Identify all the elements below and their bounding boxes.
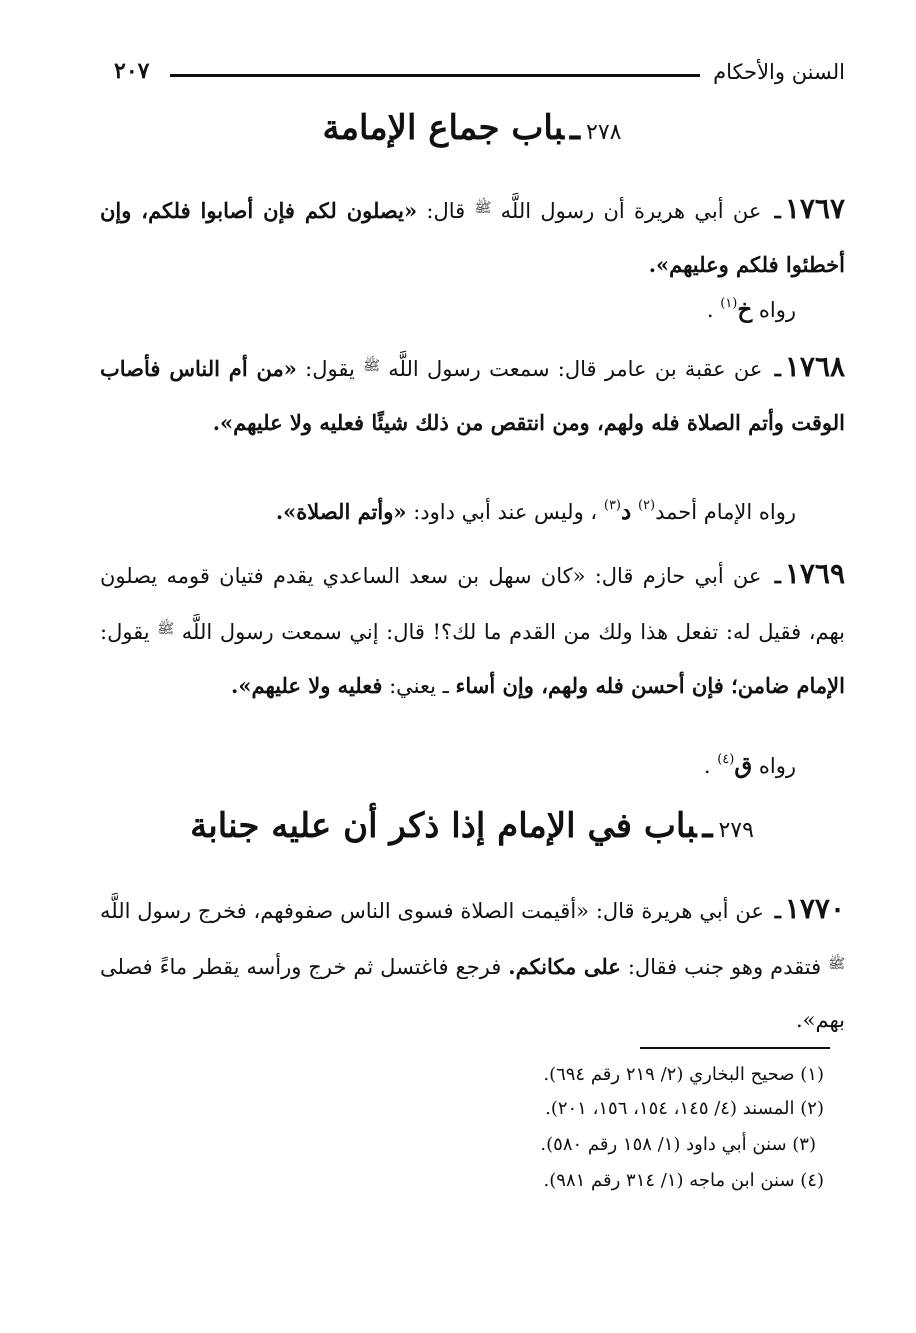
hadith-number: ١٧٦٩ [784,557,845,590]
hadith-entry [100,340,845,450]
hadith-intro: عن أبي هريرة قال: «أقيمت الصلاة فسوى الناس صفوفهم، فخرج رسول اللَّه [100,899,764,923]
hadith-quote-verb: قال: [426,199,466,223]
salutation-glyph: ﷺ [474,200,492,216]
narration-prefix: رواه الإمام أحمد [655,500,796,524]
salutation-glyph: ﷺ [828,956,845,972]
chapter-title-text: باب في الإمام إذا ذكر أن عليه جنابة [190,806,697,846]
hadith-quote-verb: فتقدم وهو جنب فقال: [627,955,822,979]
salutation-glyph: ﷺ [363,358,381,374]
narration-source: د [621,498,632,525]
narration-source: ق [734,752,753,779]
hadith-rest: فرجع فاغتسل ثم خرج ورأسه يقطر ماءً فصلى بهم». [100,955,845,1032]
footnote-ref: (٤) [717,752,735,767]
header-rule [170,74,700,77]
footnote-ref: (٣) [603,498,621,513]
footnote: (٢) المسند (٤/ ١٤٥، ١٥٤، ١٥٦، ٢٠١). [545,1098,824,1119]
footnote-ref: (٢) [637,498,656,513]
hadith-entry [100,547,845,713]
hadith-dash: ـ [774,356,781,381]
hadith-intro: عن أبي هريرة أن رسول اللَّه [500,199,762,223]
narration-suffix: . [703,754,711,778]
narration-line [276,498,796,525]
hadith-entry [100,882,845,1047]
footnote-separator [640,1047,830,1049]
hadith-clarification: ـ يعني: [389,674,449,698]
narration-prefix: رواه [758,298,796,322]
chapter-heading [100,806,844,846]
hadith-text: «من أم الناس فأصاب الوقت وأتم الصلاة فله ولهم، ومن انتقص من ذلك شيئًا فعليه ولا عليهم». [100,356,845,435]
footnote: (٣) سنن أبي داود (١/ ١٥٨ رقم ٥٨٠). [540,1134,816,1155]
narration-source: خ [737,296,753,323]
narration-note: ، وليس عند أبي داود: [413,500,598,524]
hadith-text-continued: فعليه ولا عليهم». [231,673,383,698]
hadith-text: الإمام ضامن؛ فإن أحسن فله ولهم، وإن أساء [455,673,845,698]
page-header [100,56,845,96]
hadith-quote-verb: يقول: [100,620,150,644]
hadith-intro: عن أبي حازم قال: «كان سهل بن سعد الساعدي يقدم فتيان قومه يصلون بهم، فقيل له: تفعل هذا ولك من القدم ما لك؟! قال: إني سمعت رسول اللَّه [100,564,845,644]
salutation-glyph: ﷺ [157,621,175,637]
chapter-dash: ـ [702,806,713,846]
hadith-number: ١٧٦٨ [784,350,846,383]
narration-line [704,752,796,779]
hadith-quote-verb: يقول: [305,357,355,381]
footnote-ref: (١) [720,296,738,311]
narration-line [707,296,796,323]
chapter-heading [100,108,844,148]
chapter-title-text: باب جماع الإمامة [322,108,565,148]
narration-suffix: . [706,298,714,322]
footnote: (١) صحيح البخاري (٢/ ٢١٩ رقم ٦٩٤). [543,1064,824,1085]
hadith-intro: عن عقبة بن عامر قال: سمعت رسول اللَّه [388,357,763,381]
hadith-text: «يصلون لكم فإن أصابوا فلكم، وإن أخطئوا فلكم وعليهم». [100,198,845,277]
narration-prefix: رواه [758,754,796,778]
chapter-number: ٢٧٩ [718,818,754,843]
hadith-dash: ـ [774,563,781,588]
hadith-number: ١٧٧٠ [784,892,845,925]
chapter-dash: ـ [570,108,580,148]
hadith-dash: ـ [774,198,781,223]
hadith-text: على مكانكم. [508,954,621,979]
narration-quote: «وأتم الصلاة». [275,499,407,524]
hadith-entry [100,182,845,292]
hadith-dash: ـ [774,898,781,923]
page-number: ٢٠٧ [114,58,150,84]
footnote: (٤) سنن ابن ماجه (١/ ٣١٤ رقم ٩٨١). [543,1170,824,1191]
running-title: السنن والأحكام [713,60,845,84]
hadith-number: ١٧٦٧ [784,192,845,225]
chapter-number: ٢٧٨ [586,120,622,145]
